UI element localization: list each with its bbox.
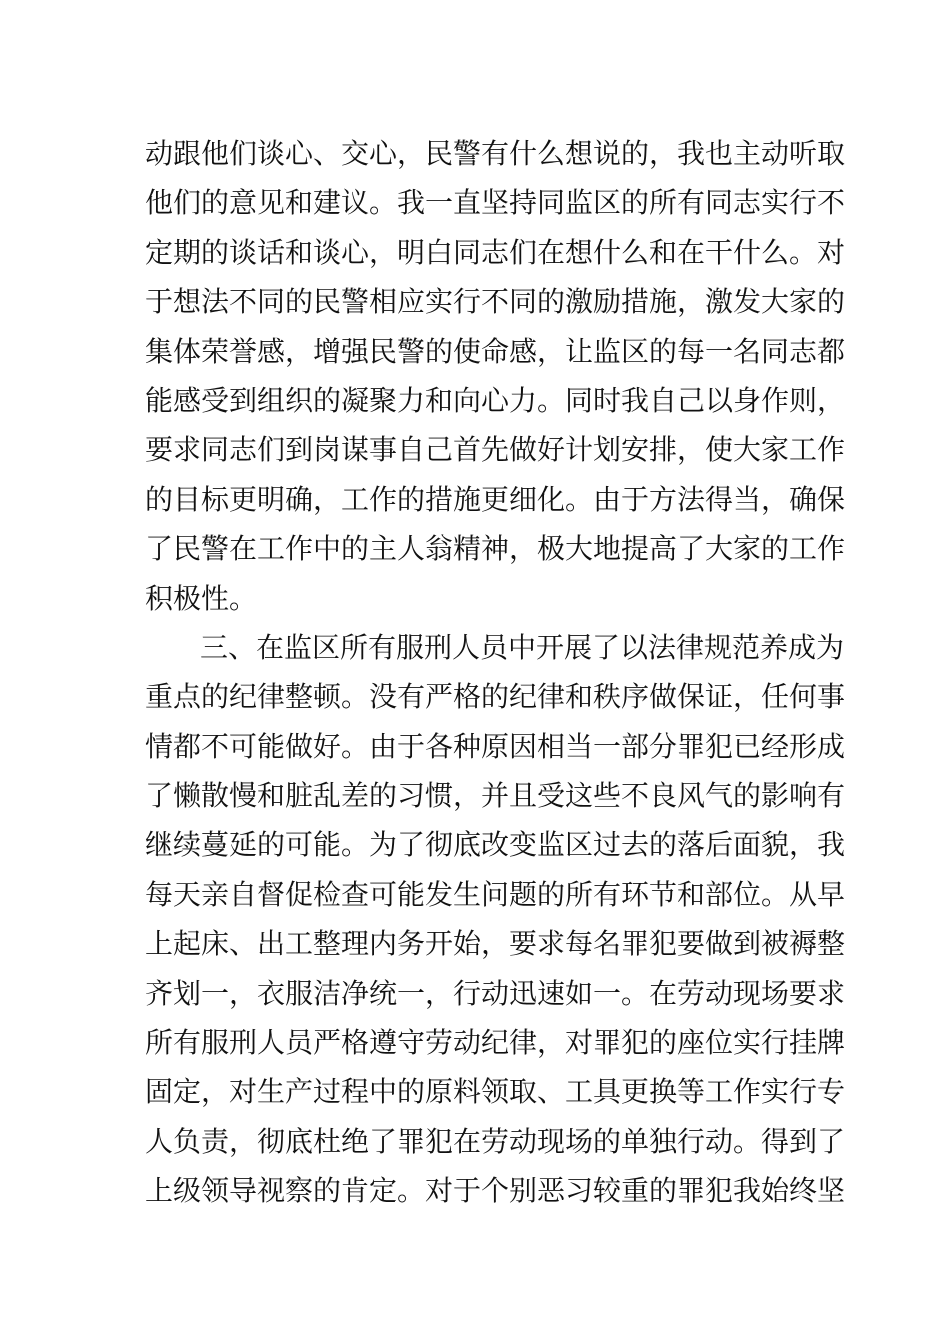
text-line: 了懒散慢和脏乱差的习惯，并且受这些不良风气的影响有	[145, 779, 846, 813]
text-line: 积极性。	[145, 581, 258, 615]
text-line: 情都不可能做好。由于各种原因相当一部分罪犯已经形成	[145, 729, 846, 763]
text-line: 他们的意见和建议。我一直坚持同监区的所有同志实行不	[145, 186, 846, 220]
text-line: 集体荣誉感，增强民警的使命感，让监区的每一名同志都	[145, 334, 846, 368]
text-line: 固定，对生产过程中的原料领取、工具更换等工作实行专	[145, 1075, 846, 1109]
text-line: 能感受到组织的凝聚力和向心力。同时我自己以身作则，	[145, 383, 846, 417]
document-body	[0, 129, 950, 1216]
paragraph-first-line: 三、在监区所有服刑人员中开展了以法律规范养成为	[200, 630, 845, 664]
text-line: 要求同志们到岗谋事自己首先做好计划安排，使大家工作	[145, 433, 846, 467]
text-line: 所有服刑人员严格遵守劳动纪律，对罪犯的座位实行挂牌	[145, 1026, 846, 1060]
text-line: 齐划一，衣服洁净统一，行动迅速如一。在劳动现场要求	[145, 976, 846, 1010]
text-line: 上起床、出工整理内务开始，要求每名罪犯要做到被褥整	[145, 927, 846, 961]
text-line: 定期的谈话和谈心，明白同志们在想什么和在干什么。对	[145, 235, 846, 269]
text-line: 于想法不同的民警相应实行不同的激励措施，激发大家的	[145, 285, 846, 319]
text-line: 人负责，彻底杜绝了罪犯在劳动现场的单独行动。得到了	[145, 1124, 846, 1158]
text-line: 了民警在工作中的主人翁精神，极大地提高了大家的工作	[145, 532, 846, 566]
text-line: 继续蔓延的可能。为了彻底改变监区过去的落后面貌，我	[145, 828, 846, 862]
text-line: 重点的纪律整顿。没有严格的纪律和秩序做保证，任何事	[145, 680, 846, 714]
text-line: 上级领导视察的肯定。对于个别恶习较重的罪犯我始终坚	[145, 1174, 846, 1208]
text-line: 动跟他们谈心、交心，民警有什么想说的，我也主动听取	[145, 137, 846, 170]
text-line: 每天亲自督促检查可能发生问题的所有环节和部位。从早	[145, 877, 846, 911]
text-line: 的目标更明确，工作的措施更细化。由于方法得当，确保	[145, 482, 846, 516]
